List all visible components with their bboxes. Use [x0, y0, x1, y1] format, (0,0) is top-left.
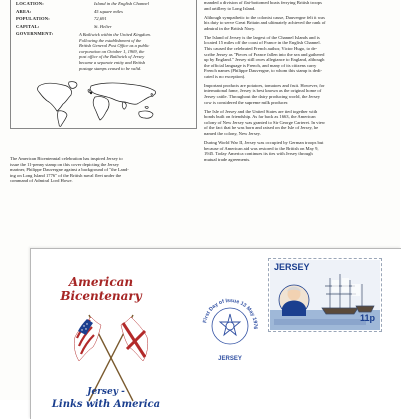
- text-line: cow is considered the supreme milk producer.: [204, 99, 289, 105]
- fact-label: POPULATION:: [16, 16, 51, 21]
- text-line: named the colony, New Jersey.: [204, 131, 261, 137]
- fact-box: [10, 0, 197, 129]
- text-line: post office of the Bailiwick of Jersey: [79, 54, 145, 60]
- text-line: Following the establishment of the: [79, 37, 142, 43]
- text-line: British General Post Office as a public: [79, 43, 150, 49]
- paragraph: [204, 109, 392, 137]
- text-line: manded a division of flat-bottomed boats ferrying British troops: [204, 0, 322, 5]
- bicentennial-paragraph: [10, 156, 196, 184]
- text-line: cated is no exception).: [204, 73, 246, 79]
- government-text: [79, 32, 192, 71]
- text-line: and artillery to Long Island.: [204, 5, 256, 11]
- text-line: colony of New Jersey was granted to Sir George Carteret. In view: [204, 119, 326, 125]
- text-line: French names (Philippe Dauvergne, to whom this stamp is dedi-: [204, 68, 323, 74]
- postmark-ring-text: First Day of Issue 13 May 1976: [202, 297, 259, 330]
- text-line: 1945. Today America continues its ties with Jersey through: [204, 151, 313, 157]
- text-line: located 15 miles off the coast of France in the English Channel.: [204, 40, 321, 46]
- text-line: The Isle of Jersey and the United States are tied together with: [204, 108, 318, 114]
- paragraph: [204, 15, 392, 32]
- postmark-jersey-text: JERSEY: [218, 356, 242, 362]
- text-line: Although sympathetic to the colonist cause, Dauvergne felt it was: [204, 14, 325, 20]
- text-line: issue the 11-penny stamp on this cover depicting the Jersey: [10, 161, 119, 167]
- text-line: international fame, Jersey is best known as the original home of: [204, 88, 322, 94]
- history-text-column: [204, 0, 392, 166]
- jersey-flag-icon: [121, 317, 148, 361]
- fact-value: St. Helier: [94, 24, 112, 29]
- text-line: admiral in the British Navy.: [204, 25, 256, 31]
- text-line: bonds built on friendship. As far back as 1663, the American: [204, 114, 316, 120]
- fact-label: GOVERNMENT:: [16, 31, 54, 36]
- fact-label: LOCATION:: [16, 1, 45, 6]
- paragraph: [204, 140, 392, 162]
- cover-title-bicentenary: Bicentenary: [60, 289, 142, 303]
- us-flag-icon: [74, 317, 101, 361]
- cover-title-american: American: [68, 275, 134, 289]
- cover-caption-links: Links with America: [51, 399, 161, 410]
- cover-caption-jersey: Jersey -: [87, 387, 125, 397]
- text-line: Jersey cattle. Throughout the dairy producing world, the Jersey: [204, 94, 321, 100]
- paragraph: [204, 35, 392, 80]
- text-line: of the fact that he was born and raised on the Isle of Jersey, he: [204, 125, 319, 131]
- text-line: mariner, Philippe Dauvergne against a background of "the Land-: [10, 167, 129, 173]
- stamp: [268, 258, 382, 332]
- text-line: his duty to serve Great Britain and ultimately achieved the rank of: [204, 20, 326, 26]
- text-line: mutual trade agreements.: [204, 156, 251, 162]
- fact-value: Island in the English Channel: [94, 1, 149, 6]
- world-map: [33, 80, 168, 128]
- fact-value: 45 square miles: [94, 9, 123, 14]
- text-line: This caused the celebrated French author, Victor Hugo, to de-: [204, 45, 318, 51]
- text-line: command of Admiral Lord Howe.: [10, 178, 73, 184]
- text-line: scribe Jersey as "Pieces of France fallen into the sea and gathered: [204, 51, 325, 57]
- paragraph: [204, 0, 392, 11]
- text-line: because of American aid was restored to the British on May 9,: [204, 145, 319, 151]
- text-line: The American Bicentennial celebration has inspired Jersey to: [10, 156, 123, 161]
- text-line: A Bailiwick within the United Kingdom.: [79, 32, 151, 37]
- fact-label: AREA:: [16, 9, 32, 14]
- text-line: the official language is French, and many of its citizens carry: [204, 62, 317, 68]
- text-line: became a separate entity and British: [79, 59, 146, 65]
- first-day-postmark: [196, 292, 264, 364]
- fact-label: CAPITAL:: [16, 24, 40, 29]
- text-line: The Island of Jersey is the largest of the Channel Islands and is: [204, 34, 320, 40]
- fact-value: 72,691: [94, 16, 107, 21]
- text-line: postage stamps ceased to be valid.: [79, 65, 142, 71]
- text-line: During World War II, Jersey was occupied by German troops but: [204, 140, 324, 146]
- stamp-country: JERSEY: [274, 262, 310, 272]
- text-line: up by England." Jersey still owes allegiance to England, although: [204, 57, 325, 63]
- paragraph: [204, 83, 392, 105]
- stamp-value: 11p: [359, 313, 375, 323]
- text-line: corporation on October 1, 1969, the: [79, 48, 145, 54]
- text-line: Important products are potatoes, tomatoes and fruit. However, for: [204, 82, 325, 88]
- text-line: ing on Long Island 1776" of the British naval fleet under the: [10, 172, 122, 178]
